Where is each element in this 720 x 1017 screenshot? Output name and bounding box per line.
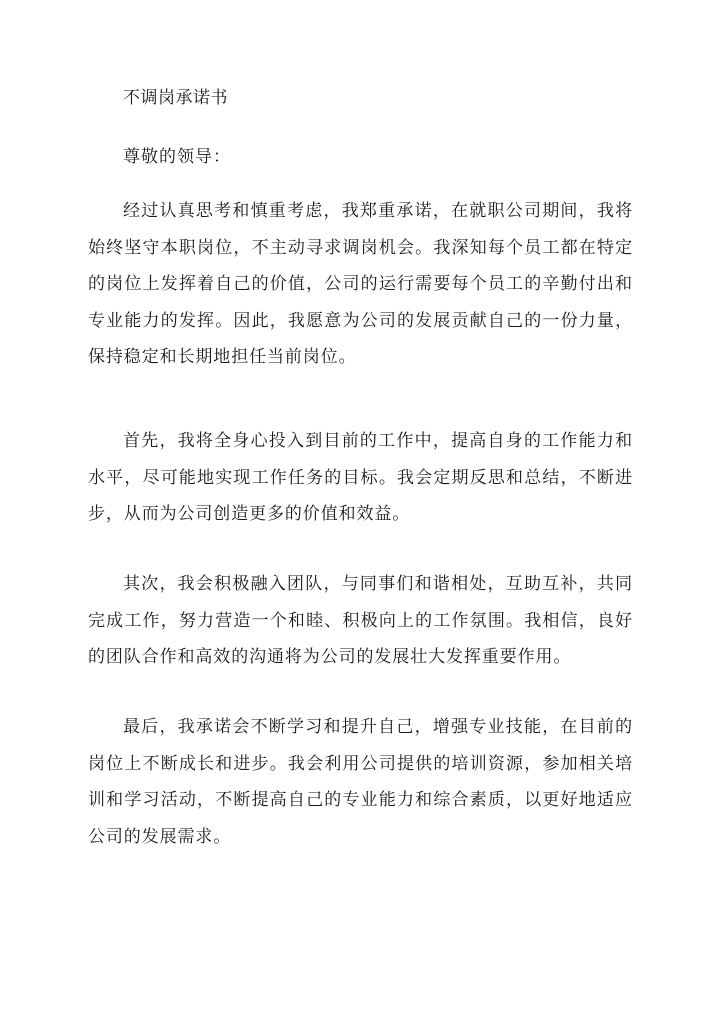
document-title: 不调岗承诺书 — [123, 88, 228, 108]
paragraph-last: 最后，我承诺会不断学习和提升自己，增强专业技能，在目前的岗位上不断成长和进步。我会利用公司提供的培训资源，参加相关培训和学习活动，不断提高自己的专业能力和综合素质，以更好地适应公司的发展需求。 — [88, 717, 633, 847]
paragraph-second: 其次，我会积极融入团队，与同事们和谐相处，互助互补，共同完成工作，努力营造一个和睦、积极向上的工作氛围。我相信，良好的团队合作和高效的沟通将为公司的发展壮大发挥重要作用。 — [88, 574, 633, 667]
paragraph-commitment: 经过认真思考和慎重考虑，我郑重承诺，在就职公司期间，我将始终坚守本职岗位，不主动寻求调岗机会。我深知每个员工都在特定的岗位上发挥着自己的价值，公司的运行需要每个员工的辛勤付出和专业能力的发挥。因此，我愿意为公司的发展贡献自己的一份力量，保持稳定和长期地担任当前岗位。 — [88, 201, 633, 367]
salutation: 尊敬的领导： — [123, 147, 231, 167]
paragraph-first: 首先，我将全身心投入到目前的工作中，提高自身的工作能力和水平，尽可能地实现工作任务的目标。我会定期反思和总结，不断进步，从而为公司创造更多的价值和效益。 — [88, 431, 633, 524]
